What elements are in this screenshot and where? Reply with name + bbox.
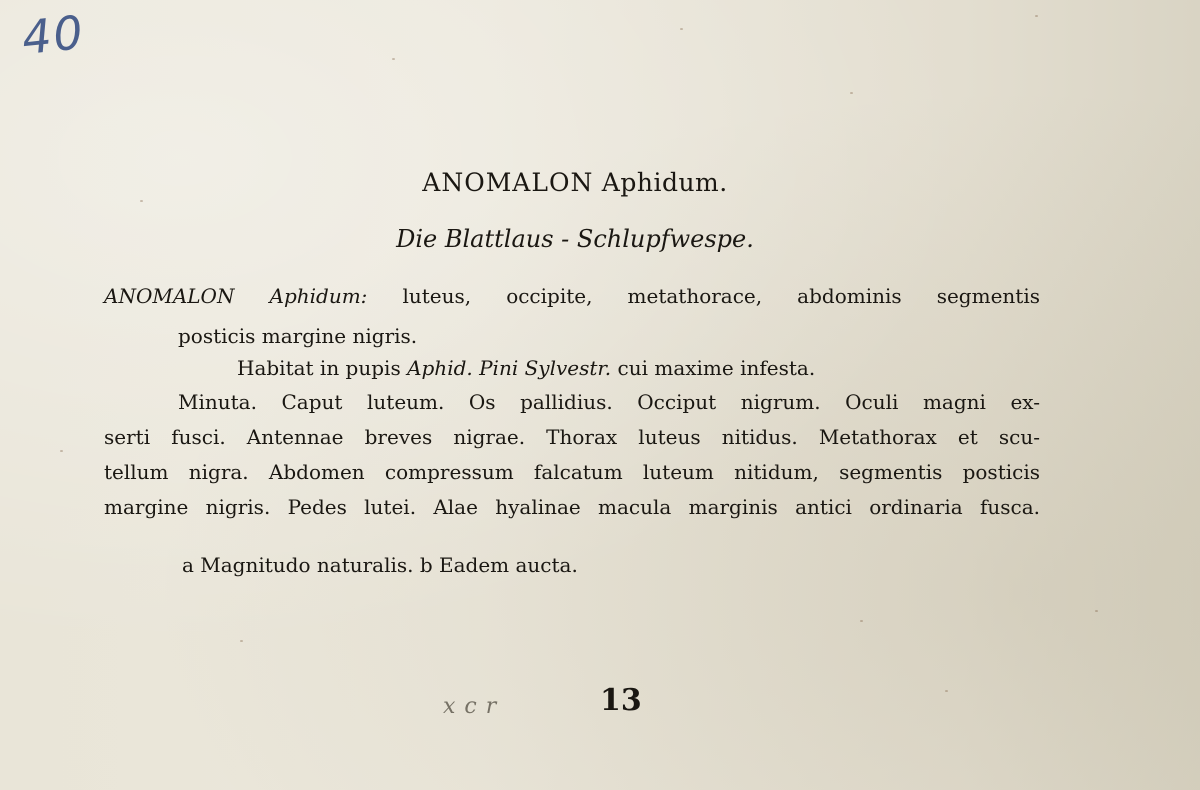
paper-speck	[680, 28, 683, 30]
diagnosis-name: ANOMALON Aphidum:	[104, 284, 368, 308]
description-line-4: margine nigris. Pedes lutei. Alae hyalinae macula marginis antici ordinaria fusca.	[104, 495, 1040, 519]
pencil-signature-mark: x c r	[443, 694, 498, 719]
page-title	[0, 168, 1150, 197]
paper-speck	[240, 640, 243, 642]
paper-speck	[1035, 15, 1038, 17]
diagnosis-text-1: luteus, occipite, metathorace, abdominis segmentis	[402, 284, 1040, 308]
description-line-2: serti fusci. Antennae breves nigrae. Thorax luteus nitidus. Metathorax et scu-	[104, 425, 1040, 449]
handwritten-catalog-number: 40	[19, 4, 88, 66]
diagnosis-line-1	[104, 284, 1040, 308]
title-genus: ANOMALON	[422, 168, 594, 197]
paper-speck	[392, 58, 395, 60]
page-number: 13	[600, 683, 642, 718]
habitat-line	[237, 356, 815, 380]
habitat-suffix: cui maxime infesta.	[617, 356, 816, 380]
figure-legend: a Magnitudo naturalis. b Eadem aucta.	[182, 553, 578, 577]
paper-speck	[140, 200, 143, 202]
description-line-1: Minuta. Caput luteum. Os pallidius. Occiput nigrum. Oculi magni ex-	[178, 390, 1040, 414]
paper-speck	[860, 620, 863, 622]
paper-speck	[850, 92, 853, 94]
diagnosis-line-2: posticis margine nigris.	[178, 324, 418, 348]
paper-speck	[60, 450, 63, 452]
paper-speck	[945, 690, 948, 692]
habitat-host: Aphid. Pini Sylvestr.	[407, 356, 612, 380]
page-subtitle: Die Blattlaus - Schlupfwespe.	[396, 225, 754, 253]
habitat-prefix: Habitat in pupis	[237, 356, 401, 380]
description-line-3: tellum nigra. Abdomen compressum falcatum luteum nitidum, segmentis posticis	[104, 460, 1040, 484]
title-species: Aphidum.	[601, 168, 728, 197]
paper-speck	[1095, 610, 1098, 612]
